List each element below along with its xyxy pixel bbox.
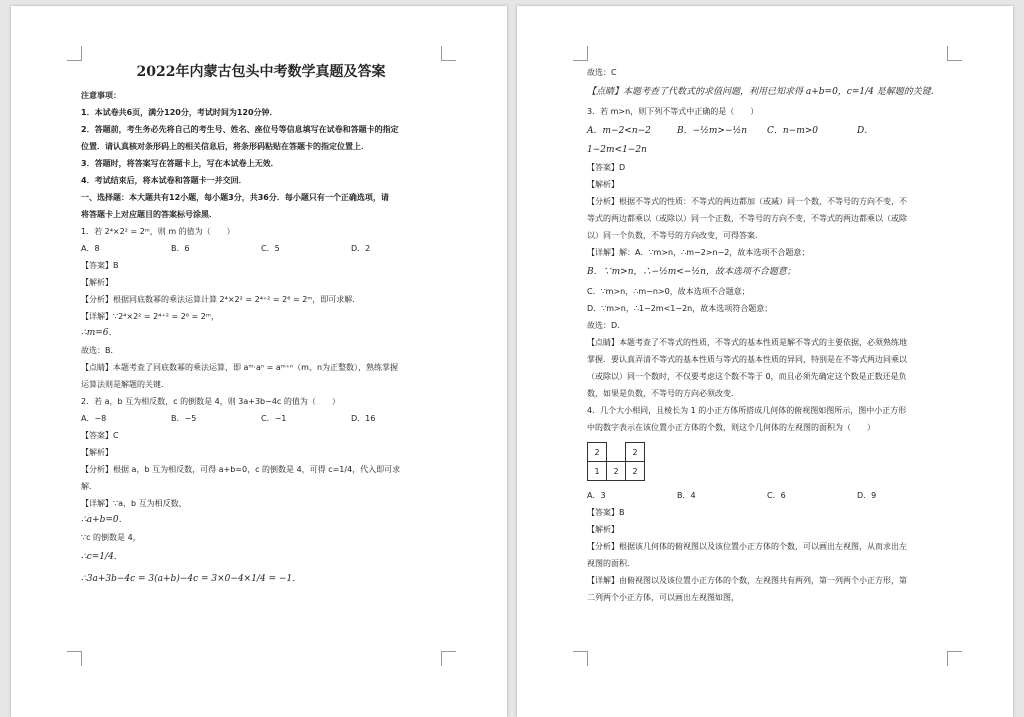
analysis-text: 解．: [81, 482, 97, 491]
comment-text: 掌握．要认真弄清不等式的基本性质与等式的基本性质的异同，特别是在不等式两边同乘以: [587, 355, 907, 364]
choose-text: 故选：D．: [587, 321, 626, 330]
analysis-text: 【分析】根据不等式的性质：不等式的两边都加（或减）同一个数，不等号的方向不变，不: [587, 197, 907, 206]
analysis-label: 【解析】: [81, 278, 113, 287]
option-d-text: 1−2m<1−2n: [587, 145, 647, 155]
analysis-label: 【解析】: [587, 525, 619, 534]
choose-text: 故选：C: [587, 68, 617, 77]
option: A．−8: [81, 414, 107, 423]
detail-text: C．∵m>n，∴m−n>0，故本选项不合题意；: [587, 287, 750, 296]
option: C．n−m>0: [767, 126, 819, 136]
detail-text: 【详解】由俯视图以及该位置小正方体的个数，左视图共有两列，第一列两个小正方形，第: [587, 576, 907, 585]
option: C．−1: [261, 414, 287, 423]
question-1: 1．若 2⁴×2² = 2ᵐ，则 m 的值为（ ）: [81, 227, 235, 236]
question-4: 4．几个大小相同，且棱长为 1 的小正方体所搭成几何体的俯视图如图所示，图中小正方形: [587, 406, 907, 415]
analysis-text: 【分析】根据同底数幂的乘法运算计算 2⁴×2² = 2⁴⁺² = 2⁶ = 2ᵐ，即可求解．: [81, 295, 361, 304]
option: D．: [857, 126, 874, 136]
question-4: 中的数字表示在该位置小正方体的个数，则这个几何体的左视图的面积为（ ）: [587, 423, 875, 432]
math-line: ∴3a+3b−4c = 3(a+b)−4c = 3×0−4×1/4 = −1．: [81, 574, 302, 584]
option: D．2: [351, 244, 371, 253]
math-line: ∵c 的倒数是 4，: [81, 533, 141, 542]
comment-text: 【点睛】本题考查了同底数幂的乘法运算，即 aᵐ·aⁿ = aᵐ⁺ⁿ（m、n为正整数），熟练掌握: [81, 363, 399, 372]
answer: 【答案】D: [587, 163, 626, 172]
grid-cell: 2: [626, 462, 645, 481]
option: A．8: [81, 244, 100, 253]
detail-text: 【详解】∵2⁴×2² = 2⁴⁺² = 2⁶ = 2ᵐ，: [81, 312, 219, 321]
analysis-text: 以）同一个负数，不等号的方向改变，可得答案．: [587, 231, 763, 240]
math-line: ∴m=6．: [81, 328, 118, 338]
math-line: ∴c=1/4．: [81, 552, 123, 562]
note-line: 位置．请认真核对条形码上的相关信息后，将条形码粘贴在答题卡的指定位置上．: [81, 142, 369, 151]
comment-text: 运算法则是解题的关键．: [81, 380, 169, 389]
right-content: [587, 64, 947, 606]
analysis-label: 【解析】: [81, 448, 113, 457]
detail-text: B．∵m>n，∴−½m<−½n，故本选项不合题意；: [587, 267, 796, 277]
top-view-figure: [587, 442, 947, 481]
comment-text: 【点睛】本题考查了不等式的性质，不等式的基本性质是解不等式的主要依据，必须熟练地: [587, 338, 907, 347]
option: B．4: [677, 491, 696, 500]
option: D．9: [857, 491, 877, 500]
crop-mark: [573, 46, 588, 61]
question-2-options: [81, 410, 441, 427]
analysis-label: 【解析】: [587, 180, 619, 189]
notes-heading: 注意事项：: [81, 91, 121, 100]
option: B．−5: [171, 414, 197, 423]
option: C．5: [261, 244, 280, 253]
question-2: 2．若 a，b 互为相反数，c 的倒数是 4，则 3a+3b−4c 的值为（ ）: [81, 397, 340, 406]
crop-mark: [947, 46, 962, 61]
grid-cell: 2: [588, 443, 607, 462]
crop-mark: [573, 651, 588, 666]
crop-mark: [67, 651, 82, 666]
crop-mark: [67, 46, 82, 61]
grid-cell: 2: [607, 462, 626, 481]
option: C．6: [767, 491, 786, 500]
analysis-text: 等式的两边都乘以（或除以）同一个正数，不等号的方向不变，不等式的两边都乘以（或除: [587, 214, 907, 223]
note-line: 2．答题前，考生务必先将自己的考生号、姓名、座位号等信息填写在试卷和答题卡的指定: [81, 125, 399, 134]
grid-cell-empty: [607, 443, 626, 462]
answer: 【答案】C: [81, 431, 119, 440]
option: A．3: [587, 491, 606, 500]
detail-text: D．∵m>n，∴1−2m<1−2n，故本选项符合题意；: [587, 304, 773, 313]
analysis-text: 视图的面积．: [587, 559, 635, 568]
analysis-text: 【分析】根据 a，b 互为相反数，可得 a+b=0，c 的倒数是 4，可得 c=1/4，代入即可求: [81, 465, 401, 474]
section-heading: 一、选择题：本大题共有12小题，每小题3分，共36分．每小题只有一个正确选项，请: [81, 193, 389, 202]
question-4-options: [587, 487, 947, 504]
left-content: [81, 61, 441, 590]
option: B．−½m>−½n: [677, 126, 748, 136]
grid-cell: 2: [626, 443, 645, 462]
answer: 【答案】B: [587, 508, 625, 517]
detail-text: 二列两个小正方体，可以画出左视图如图，: [587, 593, 739, 602]
question-1-options: [81, 240, 441, 257]
grid-cell: 1: [588, 462, 607, 481]
comment-text: 【点睛】本题考查了代数式的求值问题，利用已知求得 a+b=0，c=1/4 是解题的关键．: [587, 87, 940, 97]
comment-text: 数，如果是负数，不等号的方向必须改变．: [587, 389, 739, 398]
crop-mark: [441, 46, 456, 61]
comment-text: （或除以）同一个数时，不仅要考虑这个数不等于 0，而且必须先确定这个数是正数还是负: [587, 372, 907, 381]
answer: 【答案】B: [81, 261, 119, 270]
question-3-options: [587, 120, 947, 142]
choose-text: 故选：B．: [81, 346, 119, 355]
math-line: ∴a+b=0．: [81, 515, 128, 525]
analysis-text: 【分析】根据该几何体的俯视图以及该位置小正方体的个数，可以画出左视图，从而求出左: [587, 542, 907, 551]
detail-text: 【详解】∵a，b 互为相反数，: [81, 499, 187, 508]
detail-text: 【详解】解：A．∵m>n，∴m−2>n−2，故本选项不合题意；: [587, 248, 810, 257]
left-page: [11, 6, 507, 717]
option: D．16: [351, 414, 376, 423]
crop-mark: [947, 651, 962, 666]
note-line: 3．答题时，将答案写在答题卡上，写在本试卷上无效．: [81, 159, 279, 168]
crop-mark: [441, 651, 456, 666]
option: B．6: [171, 244, 190, 253]
note-line: 1．本试卷共6页，满分120分，考试时间为120分钟．: [81, 108, 278, 117]
document-title: 2022年内蒙古包头中考数学真题及答案: [136, 64, 386, 80]
option: A．m−2<n−2: [587, 126, 651, 136]
right-page: [517, 6, 1013, 717]
section-heading: 将答题卡上对应题目的答案标号涂黑．: [81, 210, 217, 219]
note-line: 4．考试结束后，将本试卷和答题卡一并交回．: [81, 176, 247, 185]
question-3: 3．若 m>n，则下列不等式中正确的是（ ）: [587, 107, 759, 116]
